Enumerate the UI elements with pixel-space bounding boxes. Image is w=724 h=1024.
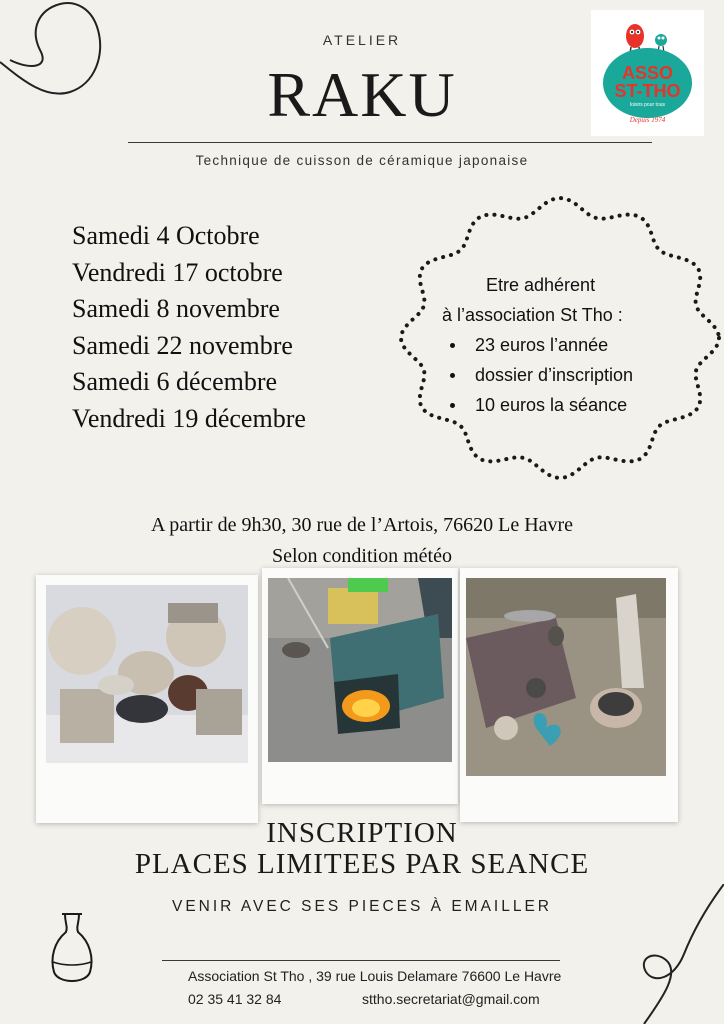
polaroid-frame [36,575,258,823]
logo-line1: ASSO [621,63,673,83]
logo-tagline: loisirs pour tous [629,102,665,108]
logo-line2: ST-THO [614,81,681,101]
raku-ceramics-photo [46,585,248,763]
location-info [0,510,724,572]
raku-kiln-fire-photo [268,578,452,762]
page-title: RAKU [267,59,457,130]
inscription-note: VENIR AVEC SES PIECES À EMAILLER [172,898,552,915]
date-item: Samedi 22 novembre [72,330,293,360]
asso-st-tho-logo [591,10,704,136]
location-address: A partir de 9h30, 30 rue de l’Artois, 76620 Le Havre [150,514,574,536]
session-dates [72,218,306,437]
membership-bullet: dossier d’inscription [430,360,690,390]
header-kicker: ATELIER [322,32,402,48]
date-item: Vendredi 19 décembre [72,403,306,433]
footer-email[interactable]: sttho.secretariat@gmail.com [362,991,540,1007]
logo-since: Depuis 1974 [629,116,666,124]
membership-info [430,270,690,420]
membership-bullet: 23 euros l’année [430,330,690,360]
membership-bullet: 10 euros la séance [430,390,690,420]
inscription-title: INSCRIPTION [266,817,458,849]
divider-top [128,142,652,143]
page-subtitle: Technique de cuisson de céramique japonaise [195,153,529,168]
vase-icon [44,910,100,990]
date-item: Samedi 8 novembre [72,294,280,323]
date-item: Samedi 4 Octobre [72,221,260,250]
polaroid-frame [460,568,678,822]
membership-line1: Etre adhérent [486,275,596,295]
date-item: Vendredi 17 octobre [72,257,283,287]
footer-address: Association St Tho , 39 rue Louis Delamare 76600 Le Havre [188,968,562,984]
divider-bottom [162,960,560,961]
date-item: Samedi 6 décembre [72,367,278,396]
inscription-limit: PLACES LIMITEES PAR SEANCE [134,848,590,880]
location-condition: Selon condition météo [272,545,452,567]
footer-phone[interactable]: 02 35 41 32 84 [188,991,282,1007]
polaroid-frame [262,568,458,804]
raku-pieces-on-sand-photo [466,578,666,776]
inscription-block [0,818,724,880]
membership-line2: à l’association St Tho : [442,305,623,325]
